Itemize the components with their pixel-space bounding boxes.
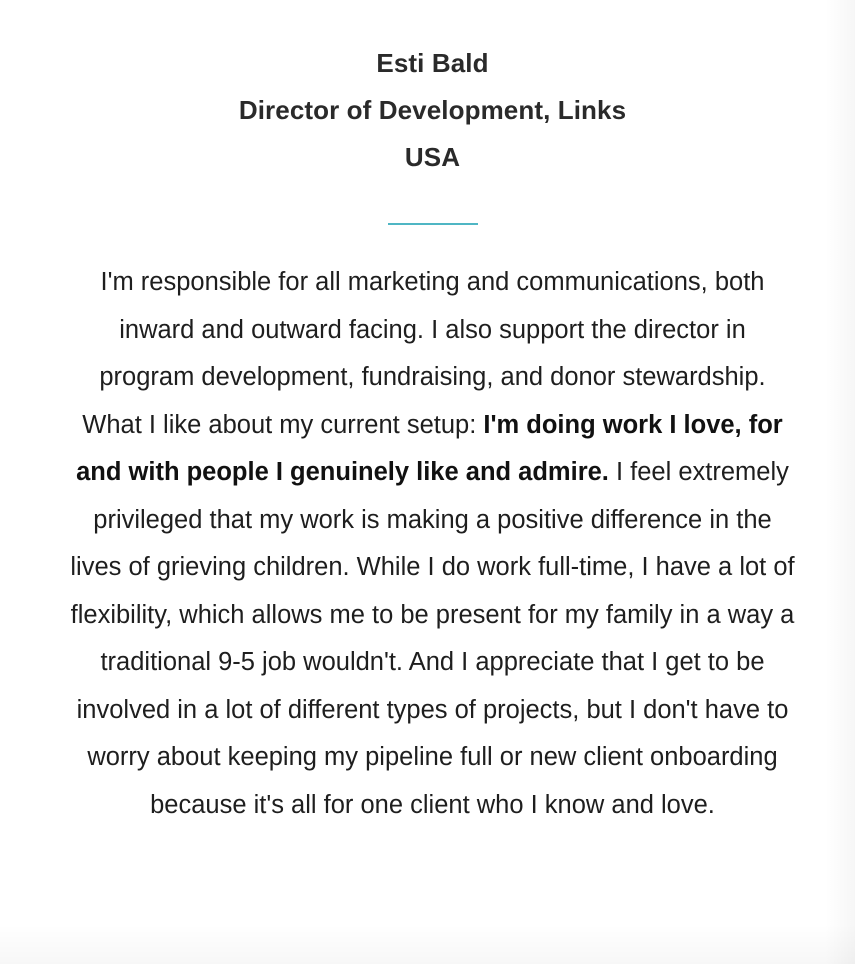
testimonial-card — [70, 40, 795, 829]
bio-highlight: I'm doing work I love, for and with people I genuinely like and admire. — [76, 410, 783, 486]
accent-divider — [388, 223, 478, 225]
person-country: USA — [404, 142, 461, 172]
testimonial-text — [70, 259, 795, 829]
person-name: Esti Bald — [376, 48, 489, 78]
person-role: Director of Development, Links — [238, 95, 627, 125]
bio-part-2: I feel extremely privileged that my work is making a positive difference in the lives of grieving children. While I do work full-time, I have a lot of flexibility, which allows me to be present for my family in a way a traditional 9-5 job wouldn't. And I appreciate that I get to be involved in a lot of different types of projects, but I don't have to worry about keeping my pipeline full or new client onboarding because it's all for one client who I know and love. — [70, 458, 795, 819]
bio-part-1: I'm responsible for all marketing and communications, both inward and outward facing. I also support the director in program development, fundraising, and donor stewardship. What I like about my current setup: — [82, 268, 766, 439]
